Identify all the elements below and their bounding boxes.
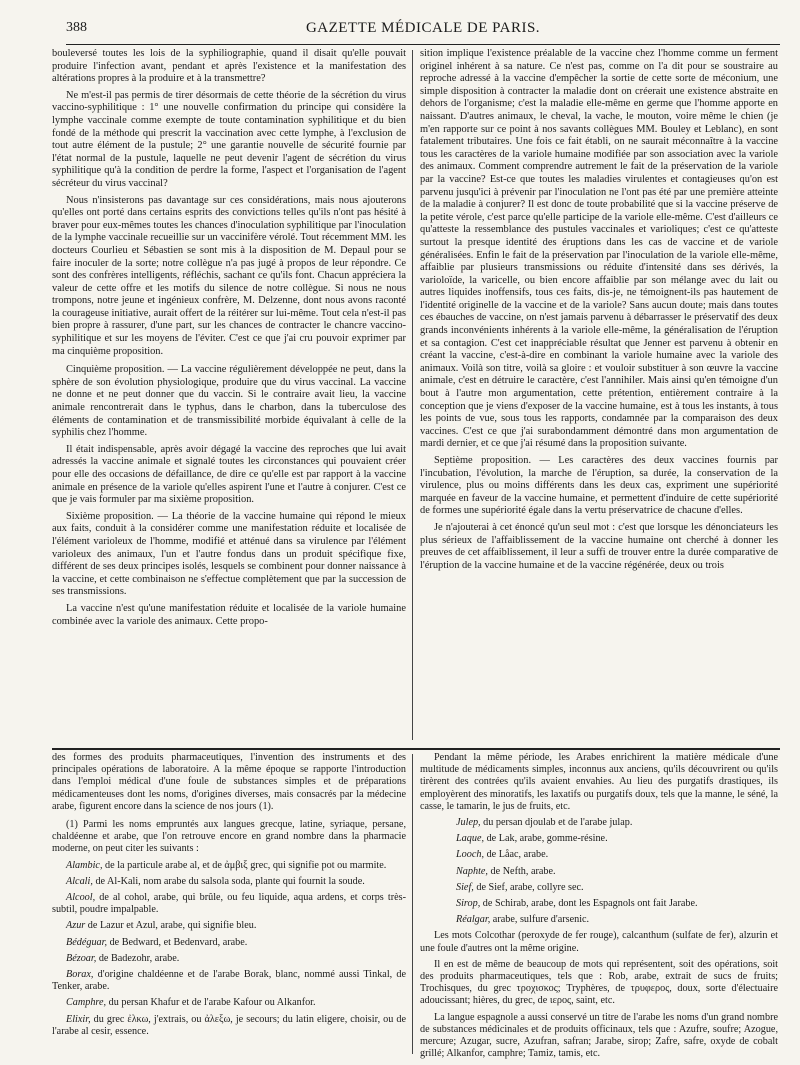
- term-entry: [52, 997, 406, 1009]
- term: Sief,: [456, 881, 474, 893]
- term-definition: de Lazur et Azul, arabe, qui signifie bleu.: [85, 920, 257, 932]
- term-entry: [420, 866, 778, 878]
- term-entry: [52, 1014, 406, 1038]
- right-column: [420, 48, 778, 740]
- page-number: 388: [66, 20, 87, 35]
- term-definition: de Sief, arabe, collyre sec.: [473, 881, 584, 893]
- term-definition: du persan Khafur et de l'arabe Kafour ou Alkanfor.: [106, 997, 316, 1009]
- term-definition: de Lak, arabe, gomme-résine.: [484, 833, 608, 845]
- left-column: [52, 48, 406, 740]
- term: Julep,: [456, 817, 481, 829]
- term-list: [52, 860, 406, 1038]
- bottom-right-column: [420, 752, 778, 1060]
- seventh-proposition: Septième proposition. — Les caractères des deux vaccines fournis par l'incubation, l'évolution, la marche de l'éruption, sa durée, la conservation de la virulence, plus ou moins différents dans les deux cas, expriment une supériorité marquée en faveur de la vaccine humaine, et permettent d'induire de cette supériorité de formes une supériorité égale dans la vertu préservatrice de chacune d'elles.: [420, 455, 778, 517]
- paragraph: Il était indispensable, après avoir dégagé la vaccine des reproches que lui avait adressés la vaccine animale et signalé toutes les circonstances qui pouvaient créer pour elle des occasions de défaillance, de dire ce qu'elle est par rapport à la vaccine animale en présence de la variole qu'elles aspirent l'une et l'autre à conjurer. C'est ce que je vais formuler par ma sixième proposition.: [52, 443, 406, 506]
- term-entry: [52, 969, 406, 993]
- term: Alambic,: [66, 859, 103, 871]
- term-definition: de la particule arabe al, et de ἀμβιξ grec, qui signifie pot ou marmite.: [102, 859, 387, 871]
- paragraph: Les mots Colcothar (peroxyde de fer rouge), calcanthum (sulfate de fer), alzurin et une foule d'autres ont la même origine.: [420, 930, 778, 954]
- term-definition: de Al-Kali, nom arabe du salsola soda, plante qui fournit la soude.: [92, 875, 365, 887]
- term-entry: [52, 876, 406, 888]
- sixth-proposition: Sixième proposition. — La théorie de la vaccine humaine qui répond le mieux aux faits, conduit à la considérer comme une manifestation réduite et localisée de l'élément varioleux de l'homme, modifié et atténué dans sa virulence par l'élément varioleux des animaux, l'un et l'autre fondus dans un produit spécifique fixe, différent de ses deux principes isolés, lesquels se combinent pour donner naissance à la vaccine, et cette combinaison ne s'effectue complètement que par la succession de ses transmissions.: [52, 510, 406, 598]
- term: Camphre,: [66, 997, 107, 1009]
- term-entry: [420, 849, 778, 861]
- term-definition: de Låac, arabe.: [484, 849, 549, 861]
- column-divider: [412, 754, 413, 1054]
- paragraph: Nous n'insisterons pas davantage sur ces considérations, mais nous ajouterons qu'elles ont porté dans certains esprits des convictions telles qu'ils n'ont pas hésité à braver pour eux-mêmes toutes les chances d'inoculation syphilitique par l'inoculation de la lymphe vaccinale recueillie sur un vaccinifère vérolé. Tout récemment MM. les docteurs Courlieu et Sébastien se sont mis à la disposition de M. Depaul pour se faire inoculer de la sorte; notre collègue n'a pas jugé à propos de leur répondre. Ce sont des confrères intelligents, réfléchis, sachant ce qu'ils font. Chacun appréciera la valeur de cette offre et les motifs du silence de notre collègue. Si nous ne nous trompons, notre jeune et ingénieux confrère, M. Delzenne, dont nous avons raconté la courageuse initiative, aurait offert de la réitérer sur lui-même. Tout cela n'est-il pas bien propre à rassurer, d'une part, sur les chances de contracter le chancre vaccino-syphilitique et sur les moyens de l'éviter. C'est ce que j'ai cru pouvoir exprimer par ma cinquième proposition.: [52, 194, 406, 357]
- term-entry: [52, 937, 406, 949]
- term: Alcali,: [66, 875, 93, 887]
- paragraph: Pendant la même période, les Arabes enrichirent la matière médicale d'une multitude de médicaments simples, inconnus aux anciens, qu'ils découvrirent ou qu'ils tirèrent des contrées qu'ils avaient envahies. Au lieu des purgatifs drastiques, ils employèrent des minoratifs, les laxatifs ou purgatifs doux, tels que la manne, le séné, la casse, le tamarin, le jus de fruits, etc.: [420, 752, 778, 812]
- term-definition: de al cohol, arabe, qui brûle, ou feu liquide, aqua ardens, et corps très-subtil, poudre impalpable.: [52, 892, 406, 916]
- term: Réalgar,: [456, 914, 491, 926]
- term: Borax,: [66, 969, 94, 981]
- term-definition: de Nefth, arabe.: [487, 865, 556, 877]
- paragraph: bouleversé toutes les lois de la syphiliographie, quand il disait qu'elle pouvait produire l'infection avant, pendant et après l'existence et la manifestation des altérations propres à la produire et à la transmettre?: [52, 48, 406, 85]
- term-entry: [420, 833, 778, 845]
- paragraph: sition implique l'existence préalable de la vaccine chez l'homme comme un ferment originel inhérent à sa nature. Ce n'est pas, comme on l'a dit pour se soustraire au reproche adressé à la vaccine d'empêcher la sortie de cette sorte de méconium, une simple disposition à contracter la maladie dont on créerait une existence abstraite en dehors de l'organisme; c'est la maladie elle-même en germe que l'homme apporte en naissant. D'autres animaux, le cheval, la vache, le mouton, voire même le chien (je m'en rapporte sur ce point à nos savants collègues MM. Bouley et Leblanc), en sont fatalement tributaires. Une fois ce fait établi, on ne saurait méconnaître à la vaccine tous les caractères de la variole humaine modifiée par son association avec la variole des animaux. Comment comprendre autrement le fait de la préservation de la variole par la vaccine? Est-ce que toutes les maladies virulentes et contagieuses qu'on est parvenu jusqu'ici à prévenir par l'inoculation ne l'ont pas été par une première atteinte de la maladie à conjurer? Il est donc de toute probabilité que si la vaccine préserve de la petite vérole, c'est parce qu'elle participe de la variole elle-même. C'est d'ailleurs ce qu'atteste la ressemblance des pustules vaccinales et varioliques; c'est ce qu'atteste surtout la presque identité des éruptions dans les cas de vaccine et de variole généralisées. Enfin le fait de la préservation par l'inoculation de la variole elle-même, affaiblie par plusieurs transmissions ou réduite d'intensité dans ses dérivés, la varioloïde, la varicelle, ou bien encore affaiblie par son mélange avec du lait ou autres liquides inoffensifs, tous ces faits, dis-je, ne témoignent-ils pas hautement de l'identité originelle de la vaccine et de la variole? Sans aucun doute; mais dans toutes ces ébauches de vaccine, on n'est jamais parvenu à débarrasser le préservatif des deux grands inconvénients inhérents à la variole elle-même, la généralisation de l'éruption et sa contagion. C'est cet inappréciable résultat que Jenner est parvenu à obtenir en créant la vaccine, c'est-à-dire en combinant la variole humaine avec la variole des animaux. Voilà son titre, voilà sa gloire : et vouloir substituer à son œuvre la vaccine animale, c'est en détruire le caractère, c'est l'annihiler. Mais ainsi qu'en témoigne d'un bout à l'autre mon argumentation, cette prétention, entièrement contraire à la conception que je viens d'exposer de la vaccine humaine, est à tous les instants, à tous les points de vue, sous tous les rapports, condamnée par la comparaison des deux vaccines. C'est ce que j'ai surabondamment démontré dans mon argumentation de mardi dernier, et ce que j'ai résumé dans la proposition suivante.: [420, 48, 778, 450]
- section-rule: [52, 748, 780, 750]
- paragraph: Il en est de même de beaucoup de mots qui représentent, soit des opérations, soit des produits pharmaceutiques, tels que : Rob, arabe, extrait de sucs de fruits; Trochisques, du grec τροχισκος; Tryphères, de τρυφερος, doux, sorte d'électuaire adoucissant; hières, du grec, de ιερος, saint, etc.: [420, 958, 778, 1007]
- term-entry: [52, 953, 406, 965]
- term: Sirop,: [456, 898, 481, 910]
- term-entry: [420, 817, 778, 829]
- column-divider: [412, 50, 413, 740]
- fifth-proposition: Cinquième proposition. — La vaccine régulièrement développée ne peut, dans la sphère de son évolution physiologique, produire que du virus vaccinal. La vaccine ne donne et ne peut donner que du vaccin. Si le contraire avait lieu, la vaccine animale rencontrerait dans le typhus, dans le charbon, dans la tuberculose des éléments de contamination et de transmissibilité morbide équivalant à celle de la syphilis chez l'homme.: [52, 364, 406, 439]
- bottom-left-column: [52, 752, 406, 1060]
- term-entry: [52, 920, 406, 932]
- term-entry: [52, 892, 406, 916]
- term-definition: d'origine chaldéenne et de l'arabe Borak, blanc, nommé aussi Tinkal, de Tenker, arabe.: [52, 969, 406, 993]
- term-definition: du persan djoulab et de l'arabe julap.: [480, 817, 633, 829]
- term-definition: de Badezohr, arabe.: [96, 952, 180, 964]
- term-entry: [420, 882, 778, 894]
- paragraph: des formes des produits pharmaceutiques, l'invention des instruments et des principales opérations de laboratoire. A la même époque se rapporte l'introduction dans l'emploi médical d'une foule de substances simples et de préparations médicamenteuses dont les noms, d'origines diverses, mais consacrés par la médecine arabe, figurent encore dans la science de nos jours (1).: [52, 752, 406, 812]
- paragraph: La vaccine n'est qu'une manifestation réduite et localisée de la variole humaine combinée avec la variole des animaux. Cette propo-: [52, 602, 406, 627]
- paragraph: La langue espagnole a aussi conservé un titre de l'arabe les noms d'un grand nombre de substances médicinales et de produits officinaux, tels que : Azufre, soufre; Azogue, mercure; Azugar, sucre, Azufran, safran; Jarabe, sirop; Zafre, safre, oxyde de cobalt grillé; Alkanfor, camphre; Tamiz, tamis, etc.: [420, 1011, 778, 1060]
- page-header: [66, 20, 780, 42]
- term-entry: [420, 898, 778, 910]
- footnote: (1) Parmi les noms empruntés aux langues grecque, latine, syriaque, persane, chaldéenne et arabe, que l'on retrouve encore en grand nombre dans la pharmacie moderne, on peut citer les suivants :: [52, 819, 406, 855]
- term: Naphte,: [456, 865, 488, 877]
- paragraph: Ne m'est-il pas permis de tirer désormais de cette théorie de la sécrétion du virus vaccino-syphilitique : 1° une nouvelle confirmation du principe qui considère la lymphe vaccinale comme exempte de toute contamination syphilitique et du bien fondé de la méthode qui prescrit la vaccination avec cette lymphe, à l'exclusion de tout autre élément de la pustule; 2° une garantie nouvelle de sécurité fournie par l'état normal de la pustule, laquelle ne peut devenir l'agent de sécrétion du virus syphilitique qu'à la condition de perdre la forme, l'aspect et l'organisation de l'agent sécréteur du virus vaccinal?: [52, 89, 406, 189]
- term-entry: [52, 860, 406, 872]
- header-rule: [66, 44, 780, 45]
- term: Elixir,: [66, 1013, 91, 1025]
- term-definition: du grec ἐλκω, j'extrais, ou ἀλεξω, je secours; du latin eligere, choisir, ou de l'arabe al cesir, essence.: [52, 1013, 406, 1037]
- term-definition: de Schirab, arabe, dont les Espagnols ont fait Jarabe.: [480, 898, 698, 910]
- term: Laque,: [456, 833, 485, 845]
- term-definition: de Bedward, et Bedenvard, arabe.: [107, 936, 248, 948]
- term: Alcool,: [66, 892, 96, 904]
- term: Looch,: [456, 849, 485, 861]
- running-title: GAZETTE MÉDICALE DE PARIS.: [305, 20, 541, 36]
- term-entry: [420, 914, 778, 926]
- paragraph: Je n'ajouterai à cet énoncé qu'un seul mot : c'est que lorsque les dénonciateurs les plus sérieux de l'affaiblissement de la vaccine humaine ont cherché à donner les preuves de cet affaiblissement, il leur a suffi de trouver entre la durée comparative de l'éruption de la vaccine humaine et de la vaccine régénérée, deux ou trois: [420, 521, 778, 571]
- term: Bédéguar,: [66, 936, 108, 948]
- term-list: [420, 817, 778, 926]
- term: Bézoar,: [66, 952, 97, 964]
- term-definition: arabe, sulfure d'arsenic.: [490, 914, 590, 926]
- term: Azur: [66, 920, 86, 932]
